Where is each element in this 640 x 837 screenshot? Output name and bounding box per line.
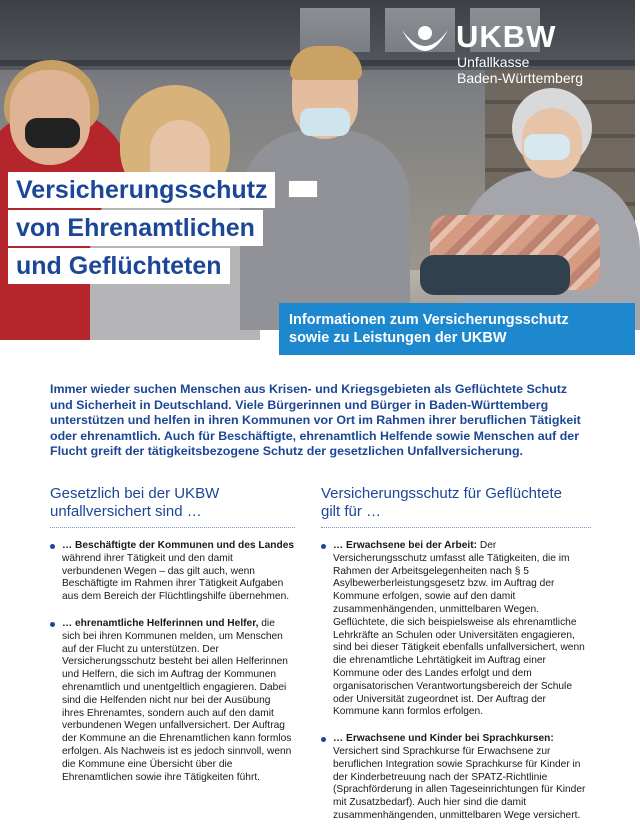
list-item <box>321 733 591 823</box>
refugees-heading-line1: Versicherungsschutz für Geflüchtete <box>321 485 562 502</box>
list-item-lead: … ehrenamtliche Helferinnen und Helfer, <box>62 617 259 629</box>
list-item-lead: … Erwachsene bei der Arbeit: <box>333 540 477 551</box>
insured-heading-line2: unfallversichert sind … <box>50 503 202 520</box>
list-item <box>50 618 295 784</box>
list-item-text: Der Versicherungsschutz umfasst alle Tätigkeiten, die im Rahmen der Arbeitsgelegenheiten nach § 5 Asylbewerberleistungsgesetz bzw. im Auftrag der Kommune erfolgen, sowie auf den damit zusammenhängenden, unmittelbaren Wegen. Geflüchtete, die sich beispielsweise als ehrenamtliche Lehrkräfte an Schulen oder Universitäten engagieren, sind bei dieser Tätigkeit ebenfalls unfallversichert, wenn die ehrenamtliche Lehrtätigkeit im Auftrag einer Kommune oder des Landes erfolgt und dem organisatorischen Verantwortungsbereich der Schule oder Universität zugeordnet ist. Der Auftrag der Kommune kann formlos erfolgen. <box>333 540 585 718</box>
list-item-text: während ihrer Tätigkeit und den damit verbundenen Wegen – das gilt auch, wenn Beschäftigte im Rahmen ihrer Tätigkeit Aufgaben aus dem Bereich der Flüchtlingshilfe übernehmen. <box>62 552 290 603</box>
banner-line-2: sowie zu Leistungen der UKBW <box>289 330 507 346</box>
insured-heading-line1: Gesetzlich bei der UKBW <box>50 485 220 502</box>
ukbw-logo-icon <box>400 24 450 64</box>
banner-line-1: Informationen zum Versicherungsschutz <box>289 312 569 328</box>
list-item <box>50 540 295 604</box>
ukbw-logo <box>400 18 625 90</box>
info-banner <box>279 303 635 355</box>
title-line-2: von Ehrenamtlichen <box>8 210 263 246</box>
logo-subtitle-line2: Baden-Württemberg <box>457 70 584 86</box>
logo-subtitle-line1: Unfallkasse <box>457 54 530 70</box>
page-title <box>8 172 275 286</box>
logo-subtitle <box>457 54 583 86</box>
intro-paragraph: Immer wieder suchen Menschen aus Krisen- und Kriegsgebieten als Geflüchtete Schutz und Sicherheit in Deutschland. Viele Bürgerinnen und Bürger in Baden-Württemberg unterstützen und helfen in ihren Kommunen vor Ort im Rahmen ihrer beruflichen Tätigkeit oder ehrenamtlich. Auch für Beschäftigte, ehrenamtlich Helfende sowie Menschen auf der Flucht greift der tätigkeitsbezogene Schutz der gesetzlichen Unfallversicherung. <box>50 382 581 458</box>
refugees-heading-line2: gilt für … <box>321 503 382 520</box>
list-item-text: die sich bei ihren Kommunen melden, um Menschen auf der Flucht zu unterstützen. Der Versicherungsschutz besteht bei allen Helferinnen und Helfern, die sich im Auftrag der Kommunen ehrenamtlich und unentgeltlich engagieren. Dabei sind die Helfenden nicht nur bei der Ausübung ihres Ehrenamtes, sondern auch auf den damit verbundenen Wegen unfallversichert. Der Auftrag der Kommune an die Ehrenamtlichen kann formlos erfolgen. Als Nachweis ist es jedoch sinnvoll, wenn die Kommune eine Übersicht über die Ehrenamtlichen sowie ihre Tätigkeiten führt. <box>62 617 292 783</box>
list-item <box>321 540 591 719</box>
list-item-lead: … Beschäftigte der Kommunen und des Landes <box>62 540 295 551</box>
list-item-text: Versichert sind Sprachkurse für Erwachsene zur beruflichen Integration sowie Sprachkurse für Kinder in der Kinderbetreuung nach der SPATZ-Richtlinie (Sprachförderung in allen Tageseinrichtungen für Kinder mit Zusatzbedarf). Auch hier sind die damit zusammenhängenden, unmittelbaren Wege versichert. <box>333 745 586 821</box>
insured-column <box>50 485 295 798</box>
title-line-1: Versicherungsschutz <box>8 172 275 208</box>
insured-heading <box>50 485 295 528</box>
list-item-lead: … Erwachsene und Kinder bei Sprachkursen: <box>333 733 554 745</box>
refugees-heading <box>321 485 591 528</box>
refugees-column <box>321 485 591 837</box>
title-line-3: und Geflüchteten <box>8 248 230 284</box>
logo-name: UKBW <box>456 19 557 54</box>
